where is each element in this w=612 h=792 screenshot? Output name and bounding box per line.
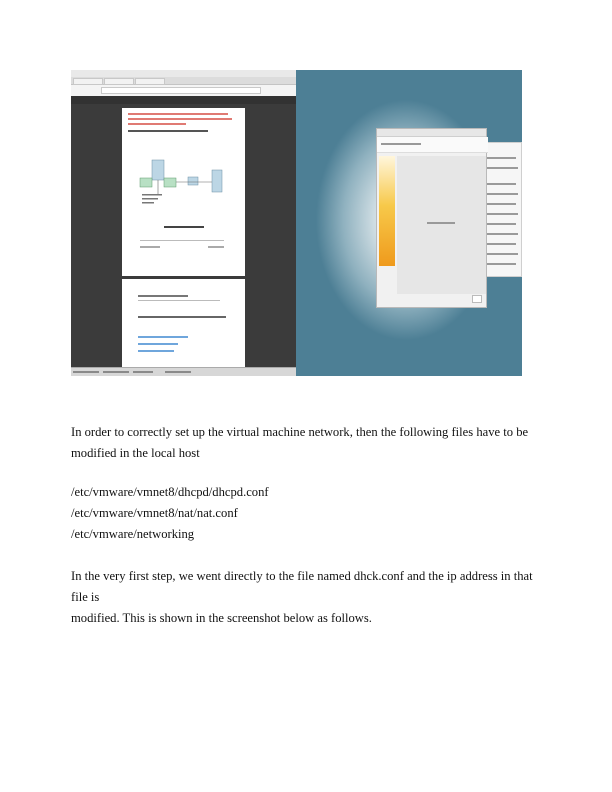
browser-tab bbox=[135, 78, 165, 85]
url-field bbox=[101, 87, 261, 94]
dialog-content-area bbox=[397, 156, 486, 294]
embedded-screenshot bbox=[71, 70, 522, 376]
window-titlebar bbox=[71, 70, 296, 77]
dialog-titlebar bbox=[377, 129, 486, 137]
file-path: /etc/vmware/vmnet8/dhcpd/dhcpd.conf bbox=[71, 485, 269, 499]
desktop-background bbox=[296, 70, 522, 376]
network-diagram-icon bbox=[136, 154, 236, 210]
dialog-status-bar bbox=[377, 137, 488, 153]
dialog-button bbox=[472, 295, 482, 303]
taskbar bbox=[71, 367, 296, 376]
vmware-logo-banner bbox=[379, 156, 395, 266]
browser-tab bbox=[104, 78, 134, 85]
installer-dialog bbox=[376, 128, 487, 308]
step-line-2: modified. This is shown in the screenshot below as follows. bbox=[71, 611, 372, 625]
file-path-list bbox=[71, 482, 551, 545]
pdf-page bbox=[122, 279, 245, 367]
terminal-window bbox=[481, 142, 522, 277]
pdf-toolbar bbox=[71, 96, 296, 104]
intro-line-2: modified in the local host bbox=[71, 446, 200, 460]
intro-paragraph bbox=[71, 422, 551, 464]
step-line-1: In the very first step, we went directly to the file named dhck.conf and the ip address in that file is bbox=[71, 569, 533, 604]
file-path: /etc/vmware/networking bbox=[71, 527, 195, 541]
step-paragraph bbox=[71, 566, 551, 629]
browser-tab bbox=[73, 78, 103, 85]
pdf-viewer-window bbox=[71, 70, 296, 376]
intro-line-1: In order to correctly set up the virtual machine network, then the following files have to be bbox=[71, 425, 529, 439]
address-bar bbox=[71, 85, 296, 96]
file-path: /etc/vmware/vmnet8/nat/nat.conf bbox=[71, 506, 238, 520]
pdf-page bbox=[122, 108, 245, 276]
